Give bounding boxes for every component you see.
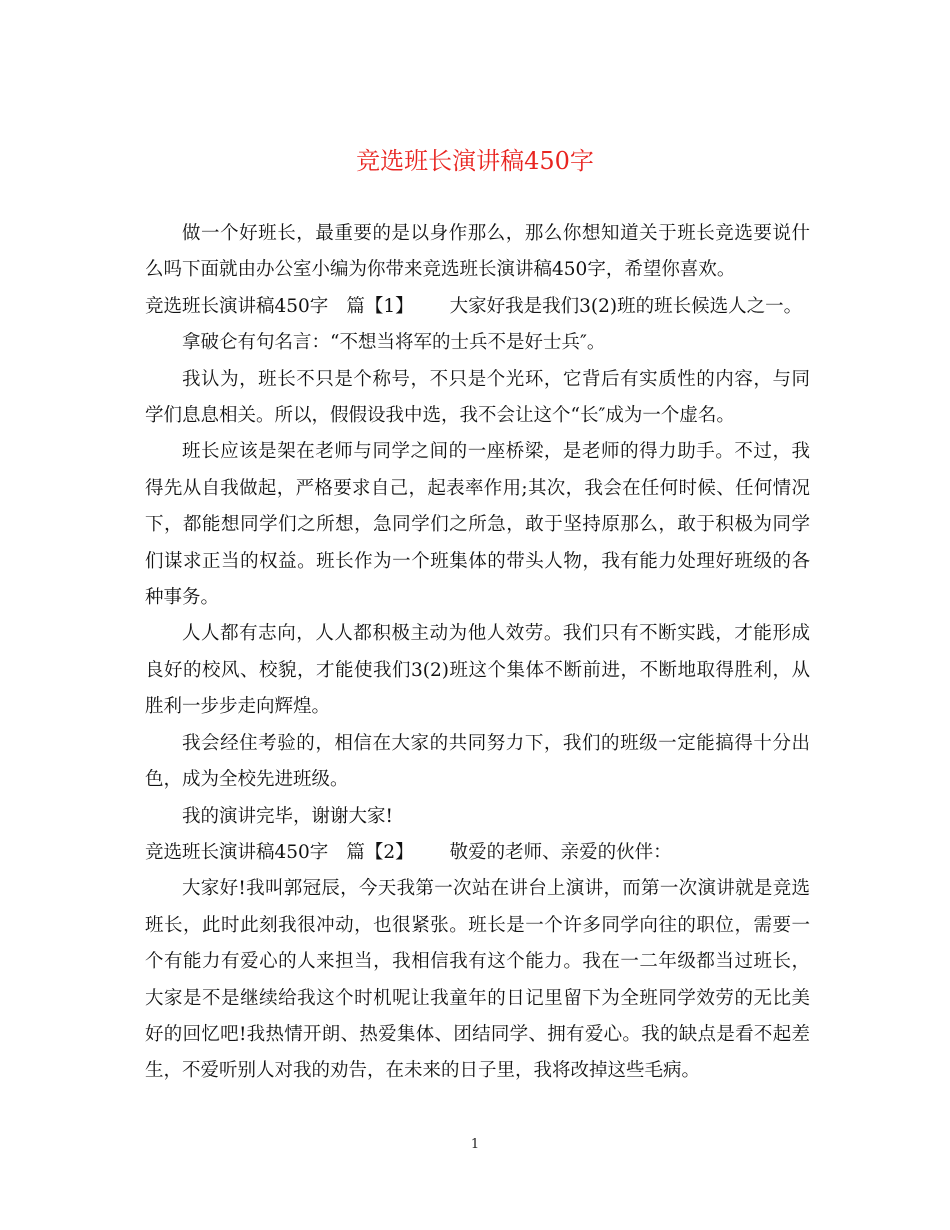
section-heading-1-text: 大家好我是我们3(2)班的班长候选人之一。 [449, 295, 803, 317]
document-body [145, 216, 810, 1090]
body-paragraph: 我会经住考验的，相信在大家的共同努力下，我们的班级一定能搞得十分出色，成为全校先进班级。 [145, 732, 810, 791]
section-heading-1-label: 竞选班长演讲稿450字 [145, 295, 329, 317]
intro-paragraph: 做一个好班长，最重要的是以身作那么，那么你想知道关于班长竞选要说什么吗下面就由办公室小编为你带来竞选班长演讲稿450字，希望你喜欢。 [145, 223, 810, 281]
section-heading-1 [145, 289, 810, 325]
body-paragraph: 大家好!我叫郭冠辰，今天我第一次站在讲台上演讲，而第一次演讲就是竞选班长，此时此刻我很冲动，也很紧张。班长是一个许多同学向往的职位，需要一个有能力有爱心的人来担当，我相信我有这个能力。我在一二年级都当过班长，大家是不是继续给我这个时机呢让我童年的日记里留下为全班同学效劳的无比美好的回忆吧!我热情开朗、热爱集体、团结同学、拥有爱心。我的缺点是看不起差生，不爱听别人对我的劝告，在未来的日子里，我将改掉这些毛病。 [145, 878, 811, 1082]
page-title: 竞选班长演讲稿450字 [356, 147, 594, 175]
section-heading-1-part: 篇【1】 [346, 295, 414, 317]
body-paragraph: 我的演讲完毕，谢谢大家! [182, 805, 393, 827]
section-heading-2-text: 敬爱的老师、亲爱的伙伴： [449, 841, 672, 863]
body-paragraph: 拿破仑有句名言：“不想当将军的士兵不是好士兵″。 [182, 332, 606, 354]
section-heading-2-part: 篇【2】 [346, 841, 414, 863]
body-paragraph: 人人都有志向，人人都积极主动为他人效劳。我们只有不断实践，才能形成良好的校风、校貌，才能使我们3(2)班这个集体不断前进，不断地取得胜利，从胜利一步步走向辉煌。 [145, 623, 810, 718]
section-heading-2-label: 竞选班长演讲稿450字 [145, 841, 329, 863]
body-paragraph: 我认为，班长不只是个称号，不只是个光环，它背后有实质性的内容，与同学们息息相关。所以，假假设我中选，我不会让这个“长″成为一个虚名。 [145, 368, 810, 427]
section-heading-2 [145, 835, 810, 871]
page-number: 1 [470, 1137, 480, 1152]
body-paragraph: 班长应该是架在老师与同学之间的一座桥梁，是老师的得力助手。不过，我得先从自我做起，严格要求自己，起表率作用;其次，我会在任何时候、任何情况下，都能想同学们之所想，急同学们之所急，敢于坚持原那么，敢于积极为同学们谋求正当的权益。班长作为一个班集体的带头人物，我有能力处理好班级的各种事务。 [145, 441, 810, 609]
